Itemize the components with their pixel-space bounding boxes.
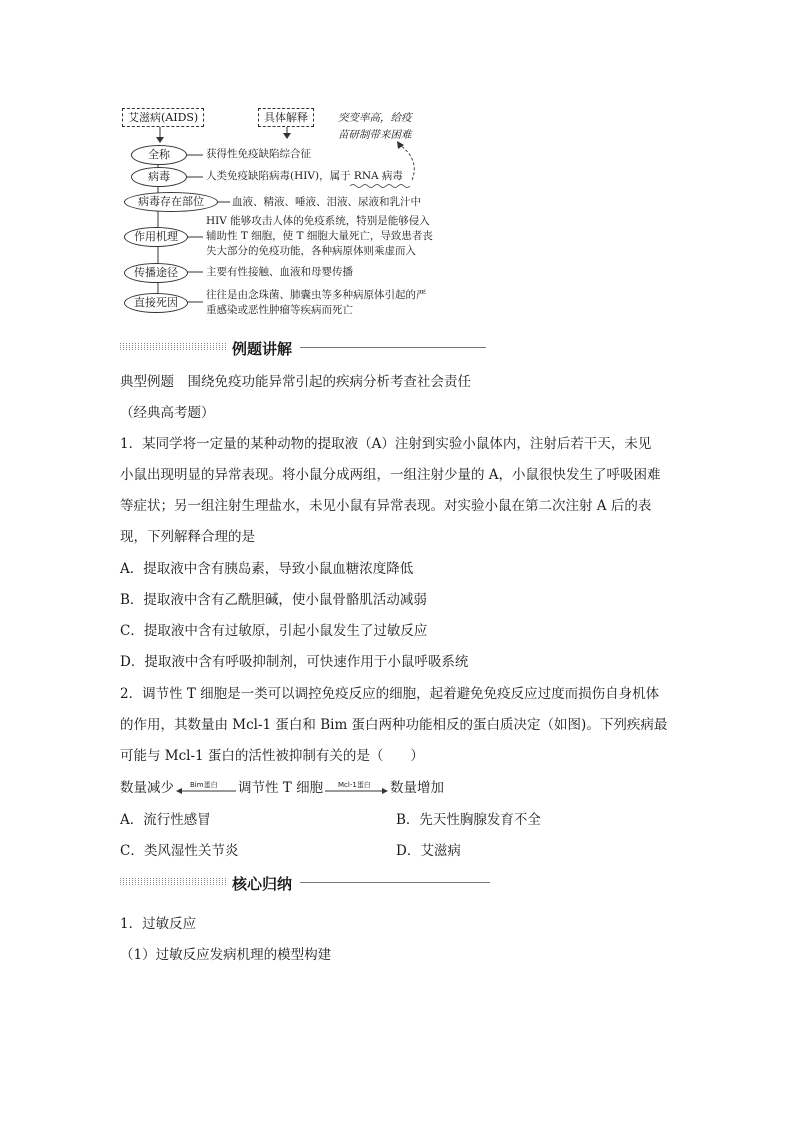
- q2-line-3: 可能与 Mcl-1 蛋白的活性被抑制有关的是（ ）: [120, 748, 424, 764]
- q1-line-3: 等症状；另一组注射生理盐水，未见小鼠有异常表现。对实验小鼠在第二次注射 A 后的表: [120, 498, 652, 514]
- q1-line-1: 1．某同学将一定量的某种动物的提取液（A）注射到实验小鼠体内，注射后若干天，未见: [120, 436, 652, 452]
- mechanism-text-2: 辅助性 T 细胞，使 T 细胞大量死亡，导致患者丧: [206, 230, 433, 242]
- example-heading: 典型例题 围绕免疫功能异常引起的疾病分析考查社会责任: [120, 374, 471, 390]
- q1-line-4: 现，下列解释合理的是: [120, 529, 255, 545]
- oval-full-name: 全称: [131, 145, 187, 165]
- q1-option-b: B．提取液中含有乙酰胆碱，使小鼠骨骼肌活动减弱: [120, 592, 427, 608]
- mechanism-text-3: 失大部分的免疫功能，各种病原体则乘虚而入: [206, 245, 416, 257]
- q1-option-c: C．提取液中含有过敏原，引起小鼠发生了过敏反应: [120, 623, 428, 639]
- q1-option-d: D．提取液中含有呼吸抑制剂，可快速作用于小鼠呼吸系统: [120, 654, 469, 670]
- handwritten-note-line-1: 突变率高，给疫: [338, 112, 412, 124]
- section-title-example: 例题讲解: [232, 340, 293, 358]
- summary-item-1: 1．过敏反应: [120, 916, 197, 932]
- mechanism-text-1: HIV 能够攻击人体的免疫系统，特别是能够侵入: [206, 215, 430, 227]
- summary-sub-1: （1）过敏反应发病机理的模型构建: [120, 947, 332, 963]
- q1-line-2: 小鼠出现明显的异常表现。将小鼠分成两组，一组注射少量的 A，小鼠很快发生了呼吸困难: [120, 467, 661, 483]
- cause-of-death-text-1: 往往是由念珠菌、肺囊虫等多种病原体引起的严: [206, 289, 427, 301]
- q2-line-2: 的作用，其数量由 Mcl-1 蛋白和 Bim 蛋白两种功能相反的蛋白质决定（如图)。下列疾病最: [120, 717, 668, 733]
- q2-option-a: A．流行性感冒: [120, 812, 211, 828]
- q1-option-a: A．提取液中含有胰岛素，导致小鼠血糖浓度降低: [120, 561, 414, 577]
- figure-left-text: 数量减少: [120, 780, 174, 796]
- oval-mechanism: 作用机理: [124, 227, 188, 247]
- handwritten-note-line-2: 苗研制带来困难: [338, 129, 412, 141]
- full-name-text: 获得性免疫缺陷综合征: [206, 148, 311, 160]
- left-arrow-label: Bim蛋白: [190, 781, 218, 789]
- q2-option-b: B．先天性胸腺发育不全: [396, 812, 541, 828]
- virus-location-text: 血液、精液、唾液、泪液、尿液和乳汁中: [232, 196, 421, 208]
- cause-of-death-text-2: 重感染或恶性肿瘤等疾病而死亡: [206, 304, 353, 316]
- section-rule: [300, 882, 490, 883]
- diagram-connectors: [0, 0, 794, 330]
- section-rule: [300, 347, 486, 348]
- section-dots: [120, 343, 228, 351]
- virus-text: 人类免疫缺陷病毒(HIV)，属于 RNA 病毒: [206, 170, 403, 182]
- q2-option-c: C．类风湿性关节炎: [120, 843, 239, 859]
- oval-transmission: 传播途径: [124, 263, 188, 283]
- explanation-title-box: 具体解释: [258, 108, 314, 127]
- figure-right-text: 数量增加: [390, 780, 444, 796]
- q2-option-d: D．艾滋病: [396, 843, 461, 859]
- figure-center-text: 调节性 T 细胞: [238, 780, 324, 796]
- aids-title-box: 艾滋病(AIDS): [122, 108, 204, 127]
- right-arrow-label: Mcl-1蛋白: [338, 781, 371, 789]
- oval-virus: 病毒: [131, 167, 187, 187]
- oval-cause-of-death: 直接死因: [124, 293, 188, 313]
- section-dots: [120, 878, 228, 886]
- section-title-summary: 核心归纳: [232, 875, 293, 893]
- example-source: （经典高考题）: [120, 405, 215, 421]
- oval-virus-location: 病毒存在部位: [124, 192, 218, 212]
- q2-line-1: 2．调节性 T 细胞是一类可以调控免疫反应的细胞，起着避免免疫反应过度而损伤自身机体: [120, 686, 660, 702]
- transmission-text: 主要有性接触、血液和母婴传播: [206, 266, 353, 278]
